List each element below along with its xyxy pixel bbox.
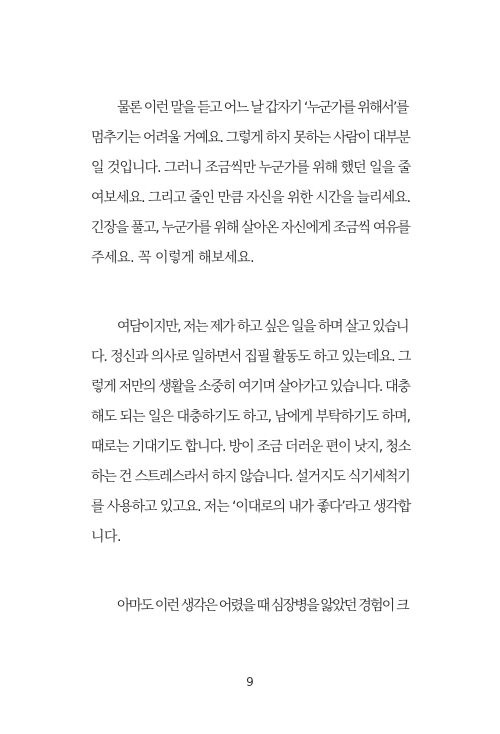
paragraph-line: 렇게 저만의 생활을 소중히 여기며 살아가고 있습니다. 대충 [91, 379, 410, 395]
paragraph-line: 물론 이런 말을 듣고 어느 날 갑자기 ‘누군가를 위해서’를 [117, 100, 408, 116]
paragraph-line: 니다. [91, 529, 121, 545]
page-number: 9 [246, 675, 254, 689]
paragraph-line: 하는 건 스트레스라서 하지 않습니다. 설거지도 식기세척기 [91, 469, 410, 485]
paragraph-line: 긴장을 풀고, 누군가를 위해 살아온 자신에게 조금씩 여유를 [91, 220, 410, 236]
paragraph-line: 아마도 이런 생각은 어렸을 때 심장병을 앓았던 경험이 크 [117, 598, 408, 614]
paragraph-line: 해도 되는 일은 대충하기도 하고, 남에게 부탁하기도 하며, [91, 409, 411, 425]
paragraph-line: 멈추기는 어려울 거예요. 그렇게 하지 못하는 사람이 대부분 [91, 130, 410, 146]
paragraph-line: 다. 정신과 의사로 일하면서 집필 활동도 하고 있는데요. 그 [91, 349, 411, 365]
paragraph-line: 여담이지만, 저는 제가 하고 싶은 일을 하며 살고 있습니 [117, 319, 409, 335]
paragraph-line: 여보세요. 그리고 줄인 만큼 자신을 위한 시간을 늘리세요. [91, 190, 411, 206]
paragraph-line: 를 사용하고 있고요. 저는 ‘이대로의 내가 좋다’라고 생각합 [91, 499, 411, 515]
paragraph-line: 주세요. 꼭 이렇게 해보세요. [91, 250, 255, 266]
paragraph-line: 일 것입니다. 그러니 조금씩만 누군가를 위해 했던 일을 줄 [91, 160, 411, 176]
paragraph-line: 때로는 기대기도 합니다. 방이 조금 더러운 편이 낫지, 청소 [91, 439, 411, 455]
